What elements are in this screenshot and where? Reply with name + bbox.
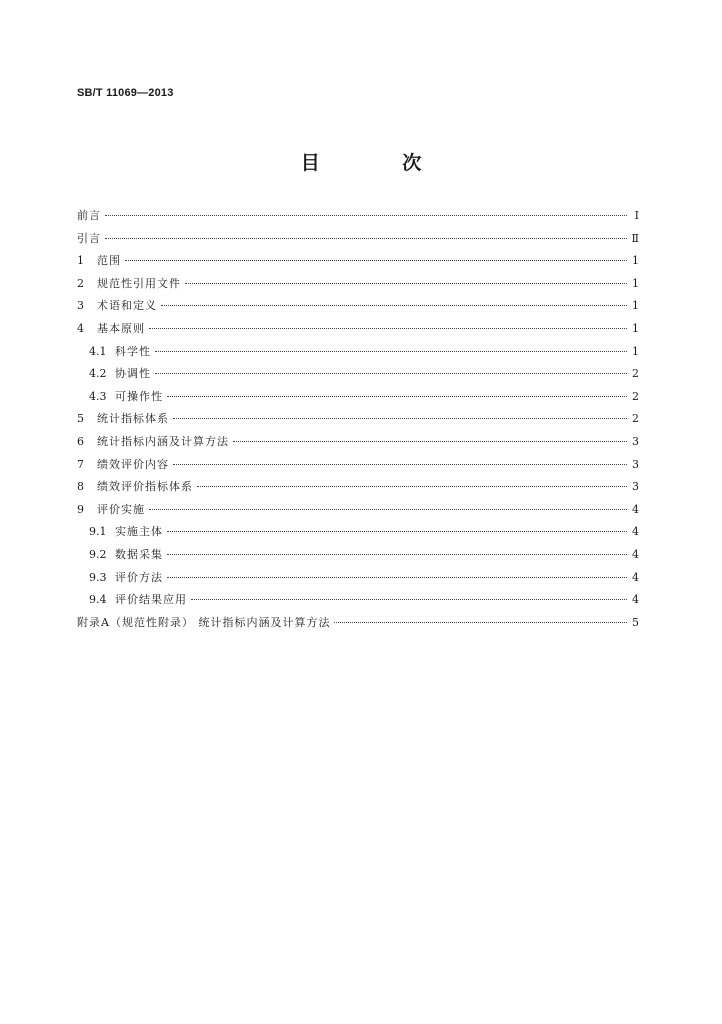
toc-entry[interactable]: [77, 363, 639, 386]
toc-entry-label: 评价方法: [115, 570, 163, 584]
toc-entry-page: 2: [632, 367, 639, 381]
toc-entry-label: 可操作性: [115, 389, 163, 403]
toc-entry-page: 2: [632, 389, 639, 403]
toc-entry-label: 术语和定义: [97, 299, 157, 313]
toc-entry-number: 9.3: [89, 570, 107, 584]
toc-entry-number: 3: [77, 299, 84, 313]
toc-entry[interactable]: [77, 273, 639, 296]
toc-entry[interactable]: [77, 341, 639, 364]
toc-entry-page: 1: [632, 344, 639, 358]
toc-entry-number: 9: [77, 502, 84, 516]
toc-entry[interactable]: [77, 228, 639, 251]
toc-entry-page: 4: [632, 570, 639, 584]
toc-entry-page: 4: [632, 547, 639, 561]
toc-entry[interactable]: [77, 205, 639, 228]
toc-entry-number: 4.3: [89, 389, 107, 403]
toc-entry-number: 9.1: [89, 525, 107, 539]
toc-entry-label: 引言: [77, 231, 101, 245]
toc-entry-number: 9.2: [89, 547, 107, 561]
toc-entry-label: 科学性: [115, 344, 151, 358]
toc-entry-page: 1: [632, 254, 639, 268]
toc-entry-page: 1: [632, 276, 639, 290]
toc-entry-number: 6: [77, 434, 84, 448]
toc-leader-dots: [105, 215, 627, 216]
toc-entry-page: Ⅱ: [631, 231, 639, 245]
toc-leader-dots: [191, 599, 627, 600]
toc-entry-label: 统计指标体系: [97, 412, 169, 426]
toc-entry[interactable]: [77, 589, 639, 612]
toc-entry-number: 7: [77, 457, 84, 471]
toc-entry[interactable]: [77, 250, 639, 273]
toc-leader-dots: [173, 464, 627, 465]
toc-entry-page: 4: [632, 593, 639, 607]
table-of-contents: [77, 205, 639, 634]
toc-entry-number: 1: [77, 254, 84, 268]
toc-entry[interactable]: [77, 567, 639, 590]
toc-entry-label: 数据采集: [115, 547, 163, 561]
toc-entry-label: 实施主体: [115, 525, 163, 539]
toc-entry-label: 评价实施: [97, 502, 145, 516]
toc-entry-label: 评价结果应用: [115, 593, 187, 607]
toc-entry-label: 附录A（规范性附录） 统计指标内涵及计算方法: [77, 615, 331, 629]
toc-entry-label: 规范性引用文件: [97, 276, 181, 290]
toc-entry-page: 4: [632, 502, 639, 516]
toc-entry[interactable]: [77, 454, 639, 477]
toc-entry-label: 协调性: [115, 367, 151, 381]
toc-entry-page: 3: [632, 480, 639, 494]
toc-entry-page: 3: [632, 457, 639, 471]
toc-entry-page: 4: [632, 525, 639, 539]
toc-entry-number: 8: [77, 480, 84, 494]
toc-entry[interactable]: [77, 544, 639, 567]
toc-entry-page: Ⅰ: [634, 209, 639, 222]
toc-entry-label: 统计指标内涵及计算方法: [97, 434, 229, 448]
toc-leader-dots: [155, 351, 627, 352]
toc-entry[interactable]: [77, 499, 639, 522]
toc-leader-dots: [149, 328, 627, 329]
toc-entry-page: 1: [632, 321, 639, 335]
toc-leader-dots: [185, 283, 627, 284]
toc-leader-dots: [167, 396, 627, 397]
toc-entry[interactable]: [77, 295, 639, 318]
toc-entry-page: 1: [632, 299, 639, 313]
toc-entry-number: 4.2: [89, 367, 107, 381]
toc-entry-page: 3: [632, 434, 639, 448]
toc-entry-label: 基本原则: [97, 321, 145, 335]
toc-leader-dots: [161, 305, 627, 306]
toc-entry-page: 5: [632, 615, 639, 629]
toc-entry[interactable]: [77, 521, 639, 544]
toc-leader-dots: [197, 486, 627, 487]
toc-entry-number: 4: [77, 321, 84, 335]
toc-entry-label: 前言: [77, 209, 101, 222]
toc-entry[interactable]: [77, 476, 639, 499]
toc-entry-label: 绩效评价内容: [97, 457, 169, 471]
toc-entry-page: 2: [632, 412, 639, 426]
toc-entry-number: 5: [77, 412, 84, 426]
toc-entry[interactable]: [77, 612, 639, 635]
toc-entry[interactable]: [77, 408, 639, 431]
toc-entry-number: 2: [77, 276, 84, 290]
document-code: SB/T 11069—2013: [77, 87, 174, 99]
toc-leader-dots: [167, 554, 627, 555]
toc-entry-number: 4.1: [89, 344, 107, 358]
toc-leader-dots: [155, 373, 627, 374]
toc-leader-dots: [173, 418, 627, 419]
toc-leader-dots: [149, 509, 627, 510]
toc-leader-dots: [105, 238, 627, 239]
toc-entry[interactable]: [77, 318, 639, 341]
toc-leader-dots: [167, 577, 627, 578]
toc-entry[interactable]: [77, 431, 639, 454]
toc-entry-label: 范围: [97, 254, 121, 268]
toc-leader-dots: [233, 441, 627, 442]
toc-entry-number: 9.4: [89, 593, 107, 607]
toc-leader-dots: [125, 260, 627, 261]
toc-entry-label: 绩效评价指标体系: [97, 480, 193, 494]
page-title: 目 次: [300, 152, 460, 174]
toc-leader-dots: [334, 622, 627, 623]
toc-entry[interactable]: [77, 386, 639, 409]
toc-leader-dots: [167, 531, 627, 532]
